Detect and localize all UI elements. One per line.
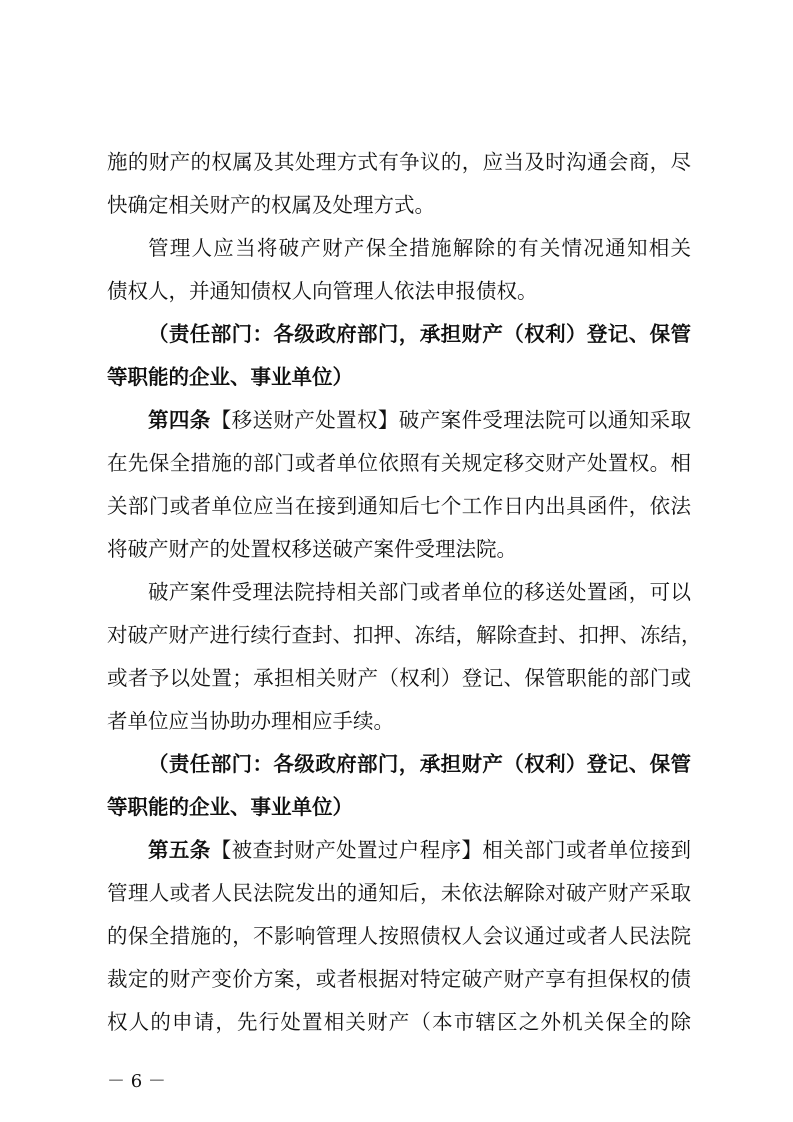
paragraph-line: 破产案件受理法院持相关部门或者单位的移送处置函，可以 xyxy=(148,580,691,604)
paragraph-line: 施的财产的权属及其处理方式有争议的，应当及时沟通会商，尽 xyxy=(107,150,691,174)
paragraph-line: 权人的申请，先行处置相关财产（本市辖区之外机关保全的除 xyxy=(107,1010,691,1034)
paragraph-line: 债权人，并通知债权人向管理人依法申报债权。 xyxy=(107,279,538,303)
responsibility-note: 等职能的企业、事业单位） xyxy=(107,795,353,819)
article-5-text: 【被查封财产处置过户程序】相关部门或者单位接到 xyxy=(210,838,692,862)
paragraph-line: 或者予以处置；承担相关财产（权利）登记、保管职能的部门或 xyxy=(107,666,691,690)
responsibility-note: （责任部门：各级政府部门，承担财产（权利）登记、保管 xyxy=(148,752,691,776)
paragraph-line: 管理人应当将破产财产保全措施解除的有关情况通知相关 xyxy=(148,236,691,260)
article-4-label: 第四条 xyxy=(148,408,211,432)
paragraph-line: 裁定的财产变价方案，或者根据对特定破产财产享有担保权的债 xyxy=(107,967,691,991)
article-5-label: 第五条 xyxy=(148,838,211,862)
responsibility-note: 等职能的企业、事业单位） xyxy=(107,365,353,389)
paragraph-line: 关部门或者单位应当在接到通知后七个工作日内出具函件，依法 xyxy=(107,494,691,518)
paragraph-line: 将破产财产的处置权移送破产案件受理法院。 xyxy=(107,537,517,561)
paragraph-line: 者单位应当协助办理相应手续。 xyxy=(107,709,394,733)
article-4-text: 【移送财产处置权】破产案件受理法院可以通知采取 xyxy=(210,408,692,432)
article-4-line xyxy=(148,405,691,435)
paragraph-line: 在先保全措施的部门或者单位依照有关规定移交财产处置权。相 xyxy=(107,451,691,475)
responsibility-note: （责任部门：各级政府部门，承担财产（权利）登记、保管 xyxy=(148,322,691,346)
paragraph-line: 快确定相关财产的权属及处理方式。 xyxy=(107,193,435,217)
paragraph-line: 对破产财产进行续行查封、扣押、冻结，解除查封、扣押、冻结， xyxy=(107,623,702,647)
paragraph-line: 的保全措施的，不影响管理人按照债权人会议通过或者人民法院 xyxy=(107,924,691,948)
page-number: － 6 － xyxy=(107,1071,166,1092)
article-5-line xyxy=(148,835,691,865)
paragraph-line: 管理人或者人民法院发出的通知后，未依法解除对破产财产采取 xyxy=(107,881,691,905)
